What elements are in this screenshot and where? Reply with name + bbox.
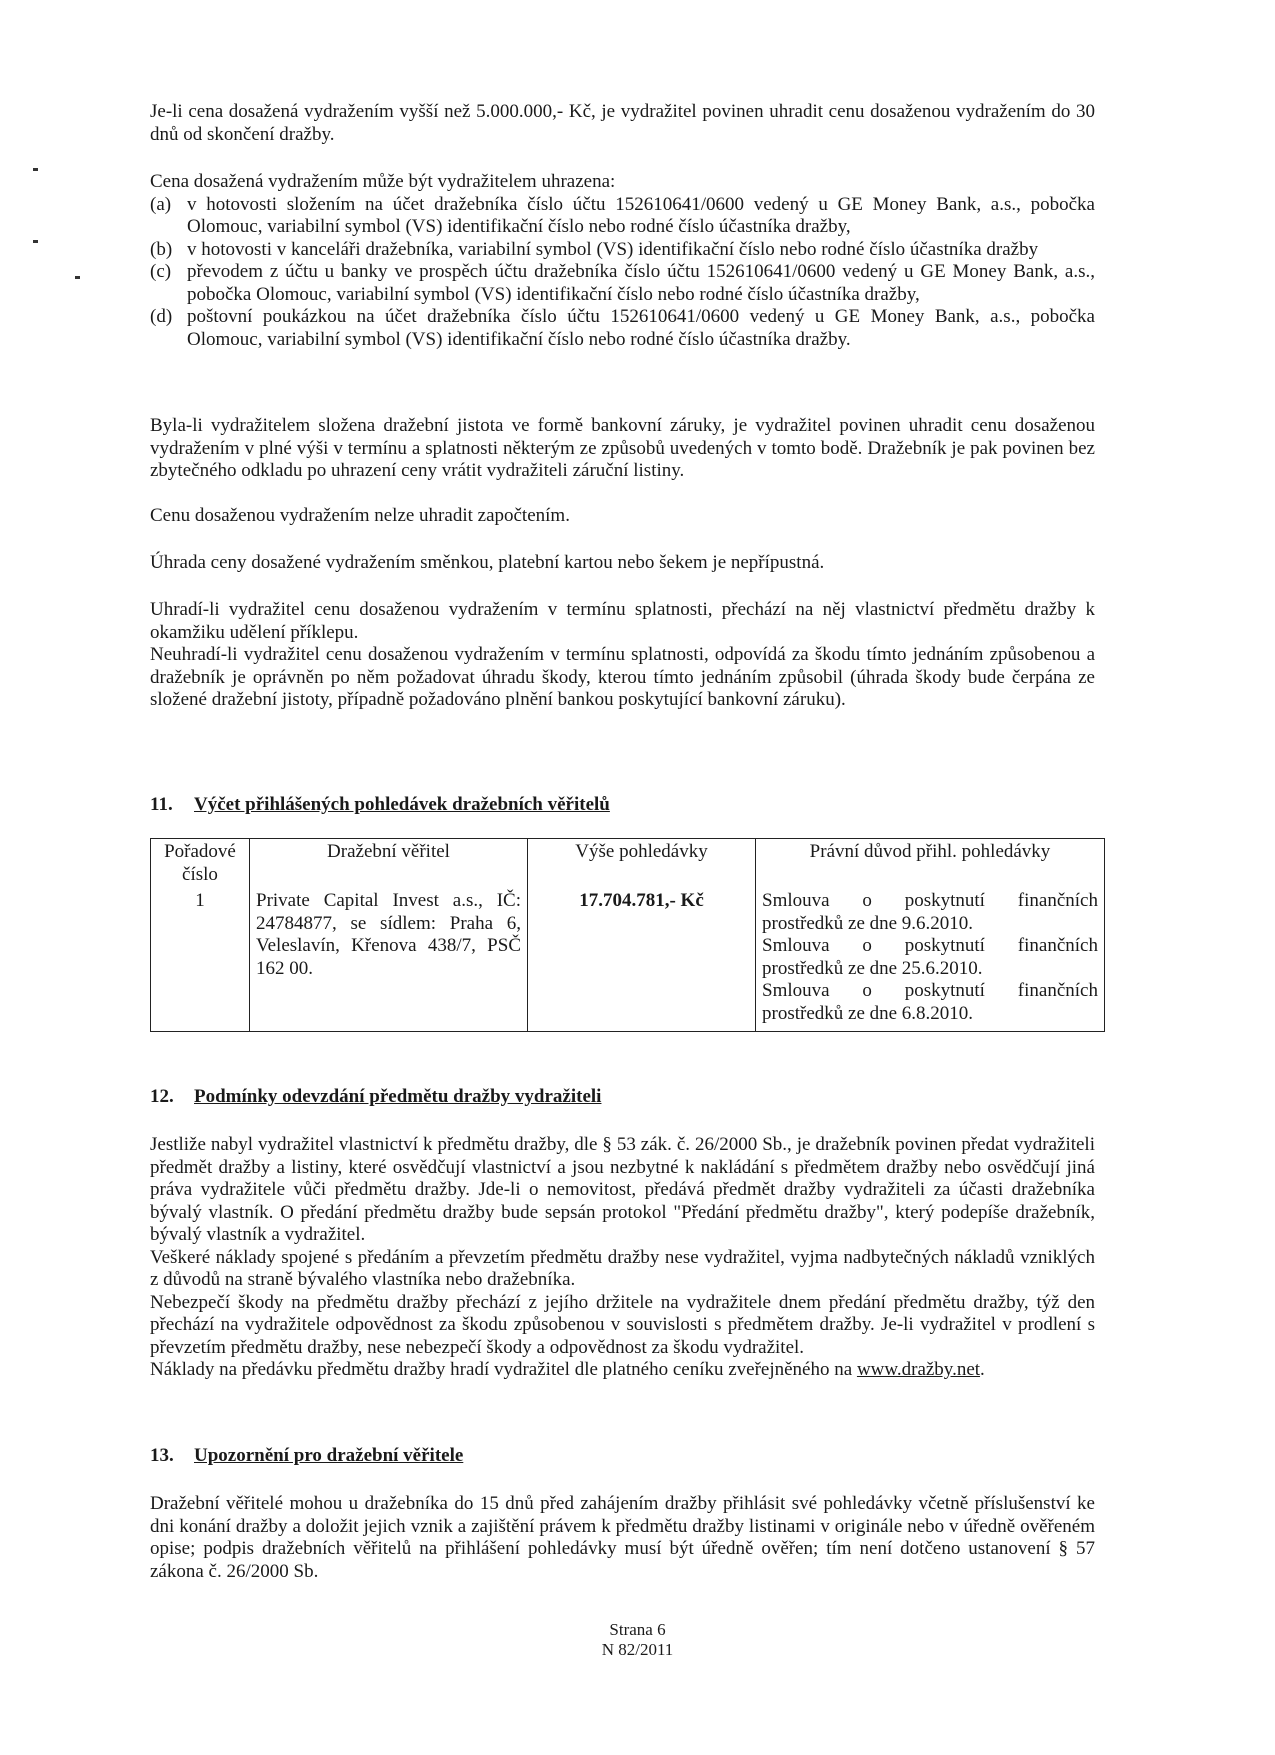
claims-table [150,838,1105,1032]
section-title: Podmínky odevzdání předmětu dražby vydražiteli [194,1086,602,1107]
margin-mark [33,240,38,243]
paragraph-ownership [150,599,1095,712]
section-title: Upozornění pro dražební věřitele [194,1445,464,1466]
section-number: 11. [150,794,173,815]
list-marker: (a) [150,193,172,215]
cell-amount: 17.704.781,- Kč [528,888,756,1032]
reason-line: Smlouva o poskytnutí finančních prostředků ze dne 6.8.2010. [762,980,1098,1024]
section-number: 13. [150,1445,174,1466]
paragraph-no-offset [150,505,1095,528]
paragraph-text: Cenu dosaženou vydražením nelze uhradit započtením. [150,505,570,526]
paragraph-bank-guarantee [150,415,1095,483]
margin-mark [75,276,80,279]
margin-mark [33,168,38,171]
list-item-text: v hotovosti v kanceláři dražebníka, variabilní symbol (VS) identifikační číslo nebo rodné číslo účastníka dražby [187,238,1039,260]
payment-option-b [150,239,1095,262]
list-marker: (d) [150,306,173,327]
paragraph-text: Dražební věřitelé mohou u dražebníka do 15 dnů před zahájením dražby přihlásit své pohledávky včetně příslušenství ke dni konání dražby a doložit jejich vznik a zajištění právem k předmětu dražby listinami v originále nebo v úředně ověřeném opise; podpis dražebních věřitelů na přihlášení pohledávky musí být úředně ověřen; tím není dotčeno ustanovení § 57 zákona č. 26/2000 Sb. [150,1493,1095,1582]
payment-option-d [150,306,1095,351]
cell-order: 1 [151,888,250,1032]
column-header-reason: Právní důvod přihl. pohledávky [756,839,1105,889]
column-header-amount: Výše pohledávky [528,839,756,889]
section-13-heading [150,1445,1095,1468]
paragraph-text: Neuhradí-li vydražitel cenu dosaženou vydražením v termínu splatnosti, odpovídá za škodu tímto jednáním způsobenou a dražebník je oprávněn po něm požadovat úhradu škody, kterou tímto jednáním způsobil (úhrada škody bude čerpána ze složené dražební jistoty, případně požadováno plnění bankou poskytující bankovní záruku). [150,644,1095,710]
section-title: Výčet přihlášených pohledávek dražebních věřitelů [194,794,610,815]
paragraph-text-start: Náklady na předávku předmětu dražby hradí vydražitel dle platného ceníku zveřejněného na [150,1359,857,1380]
section-12-heading [150,1086,1095,1109]
reason-line: Smlouva o poskytnutí finančních prostředků ze dne 25.6.2010. [762,935,1098,979]
payment-intro: Cena dosažená vydražením může být vydražitelem uhrazena: [150,171,616,192]
document-reference: N 82/2011 [601,1640,674,1659]
section-number: 12. [150,1086,174,1107]
section-12-body [150,1134,1095,1382]
paragraph-text: Nebezpečí škody na předmětu dražby přechází z jejího držitele na vydražitele dnem předání předmětu dražby, týž den přechází na vydražitele odpovědnost za škodu způsobenou v souvislosti s předmětem dražby. Je-li vydražitel v prodlení s převzetím předmětu dražby, nese nebezpečí škody a odpovědnost za škodu vydražitel. [150,1291,1095,1358]
paragraph-text: Uhradí-li vydražitel cenu dosaženou vydražením v termínu splatnosti, přechází na něj vlastnictví předmětu dražby k okamžiku udělení příklepu. [150,599,1095,643]
paragraph-text: Je-li cena dosažená vydražením vyšší než 5.000.000,- Kč, je vydražitel povinen uhradit cenu dosaženou vydražením do 30 dnů od skončení dražby. [150,101,1095,145]
reason-line: Smlouva o poskytnutí finančních prostředků ze dne 9.6.2010. [762,890,1098,934]
paragraph-price-deadline [150,101,1095,146]
column-header-creditor: Dražební věřitel [250,839,528,889]
paragraph-instruments [150,552,1095,575]
section-13-body [150,1493,1095,1583]
list-item-text: v hotovosti složením na účet dražebníka číslo účtu 152610641/0600 vedený u GE Money Bank, a.s., pobočka Olomouc, variabilní symbol (VS) identifikační číslo nebo rodné číslo účastníka dražby, [187,193,1095,237]
list-item-text: převodem z účtu u banky ve prospěch účtu dražebníka číslo účtu 152610641/0600 vedený u GE Money Bank, a.s., pobočka Olomouc, variabilní symbol (VS) identifikační číslo nebo rodné číslo účastníka dražby, [187,261,1095,305]
column-header-order: Pořadové číslo [151,839,250,889]
list-marker: (b) [150,238,173,260]
list-item-text: poštovní poukázkou na účet dražebníka číslo účtu 152610641/0600 vedený u GE Money Bank, a.s., pobočka Olomouc, variabilní symbol (VS) identifikační číslo nebo rodné číslo účastníka dražby. [187,306,1095,350]
table-header-row [151,839,1105,889]
paragraph-text [150,1359,1095,1382]
paragraph-text: Byla-li vydražitelem složena dražební jistota ve formě bankovní záruky, je vydražitel povinen uhradit cenu dosaženou vydražením v plné výši v termínu a splatnosti některým ze způsobů uvedených v tomto bodě. Dražebník je pak povinen bez zbytečného odkladu po uhrazení ceny vrátit vydražiteli záruční listiny. [150,415,1095,481]
website-link[interactable]: www.dražby.net [856,1359,981,1380]
payment-option-c [150,261,1095,306]
paragraph-text: Veškeré náklady spojené s předáním a převzetím předmětu dražby nese vydražitel, vyjma nadbytečných nákladů vzniklých z důvodů na straně bývalého vlastníka nebo dražebníka. [150,1246,1095,1290]
cell-reason [756,888,1105,1032]
section-11-heading [150,794,1095,817]
payment-methods [150,171,1095,351]
list-marker: (c) [150,261,172,282]
payment-option-a [150,194,1095,239]
table-row [151,888,1105,1032]
cell-creditor: Private Capital Invest a.s., IČ: 24784877, se sídlem: Praha 6, Veleslavín, Křenova 438/7, PSČ 162 00. [250,888,528,1032]
paragraph-text-end: . [980,1359,985,1380]
page-number: Strana 6 [609,1620,666,1639]
paragraph-text: Jestliže nabyl vydražitel vlastnictví k předmětu dražby, dle § 53 zák. č. 26/2000 Sb., je dražebník povinen předat vydražiteli předmět dražby a listiny, které osvědčují vlastnictví a jsou nezbytné k nakládání s předmětem dražby nebo osvědčují jiná práva vydražitele vůči předmětu dražby. Jde-li o nemovitost, předává předmět dražby vydražiteli za účasti dražebníka bývalý vlastník. O předání předmětu dražby bude sepsán protokol "Předání předmětu dražby", který podepíše dražebník, bývalý vlastník a vydražitel. [150,1134,1095,1245]
paragraph-text: Úhrada ceny dosažené vydražením směnkou, platební kartou nebo šekem je nepřípustná. [150,552,825,573]
payment-options-list [150,194,1095,352]
page-footer [0,1620,1275,1660]
